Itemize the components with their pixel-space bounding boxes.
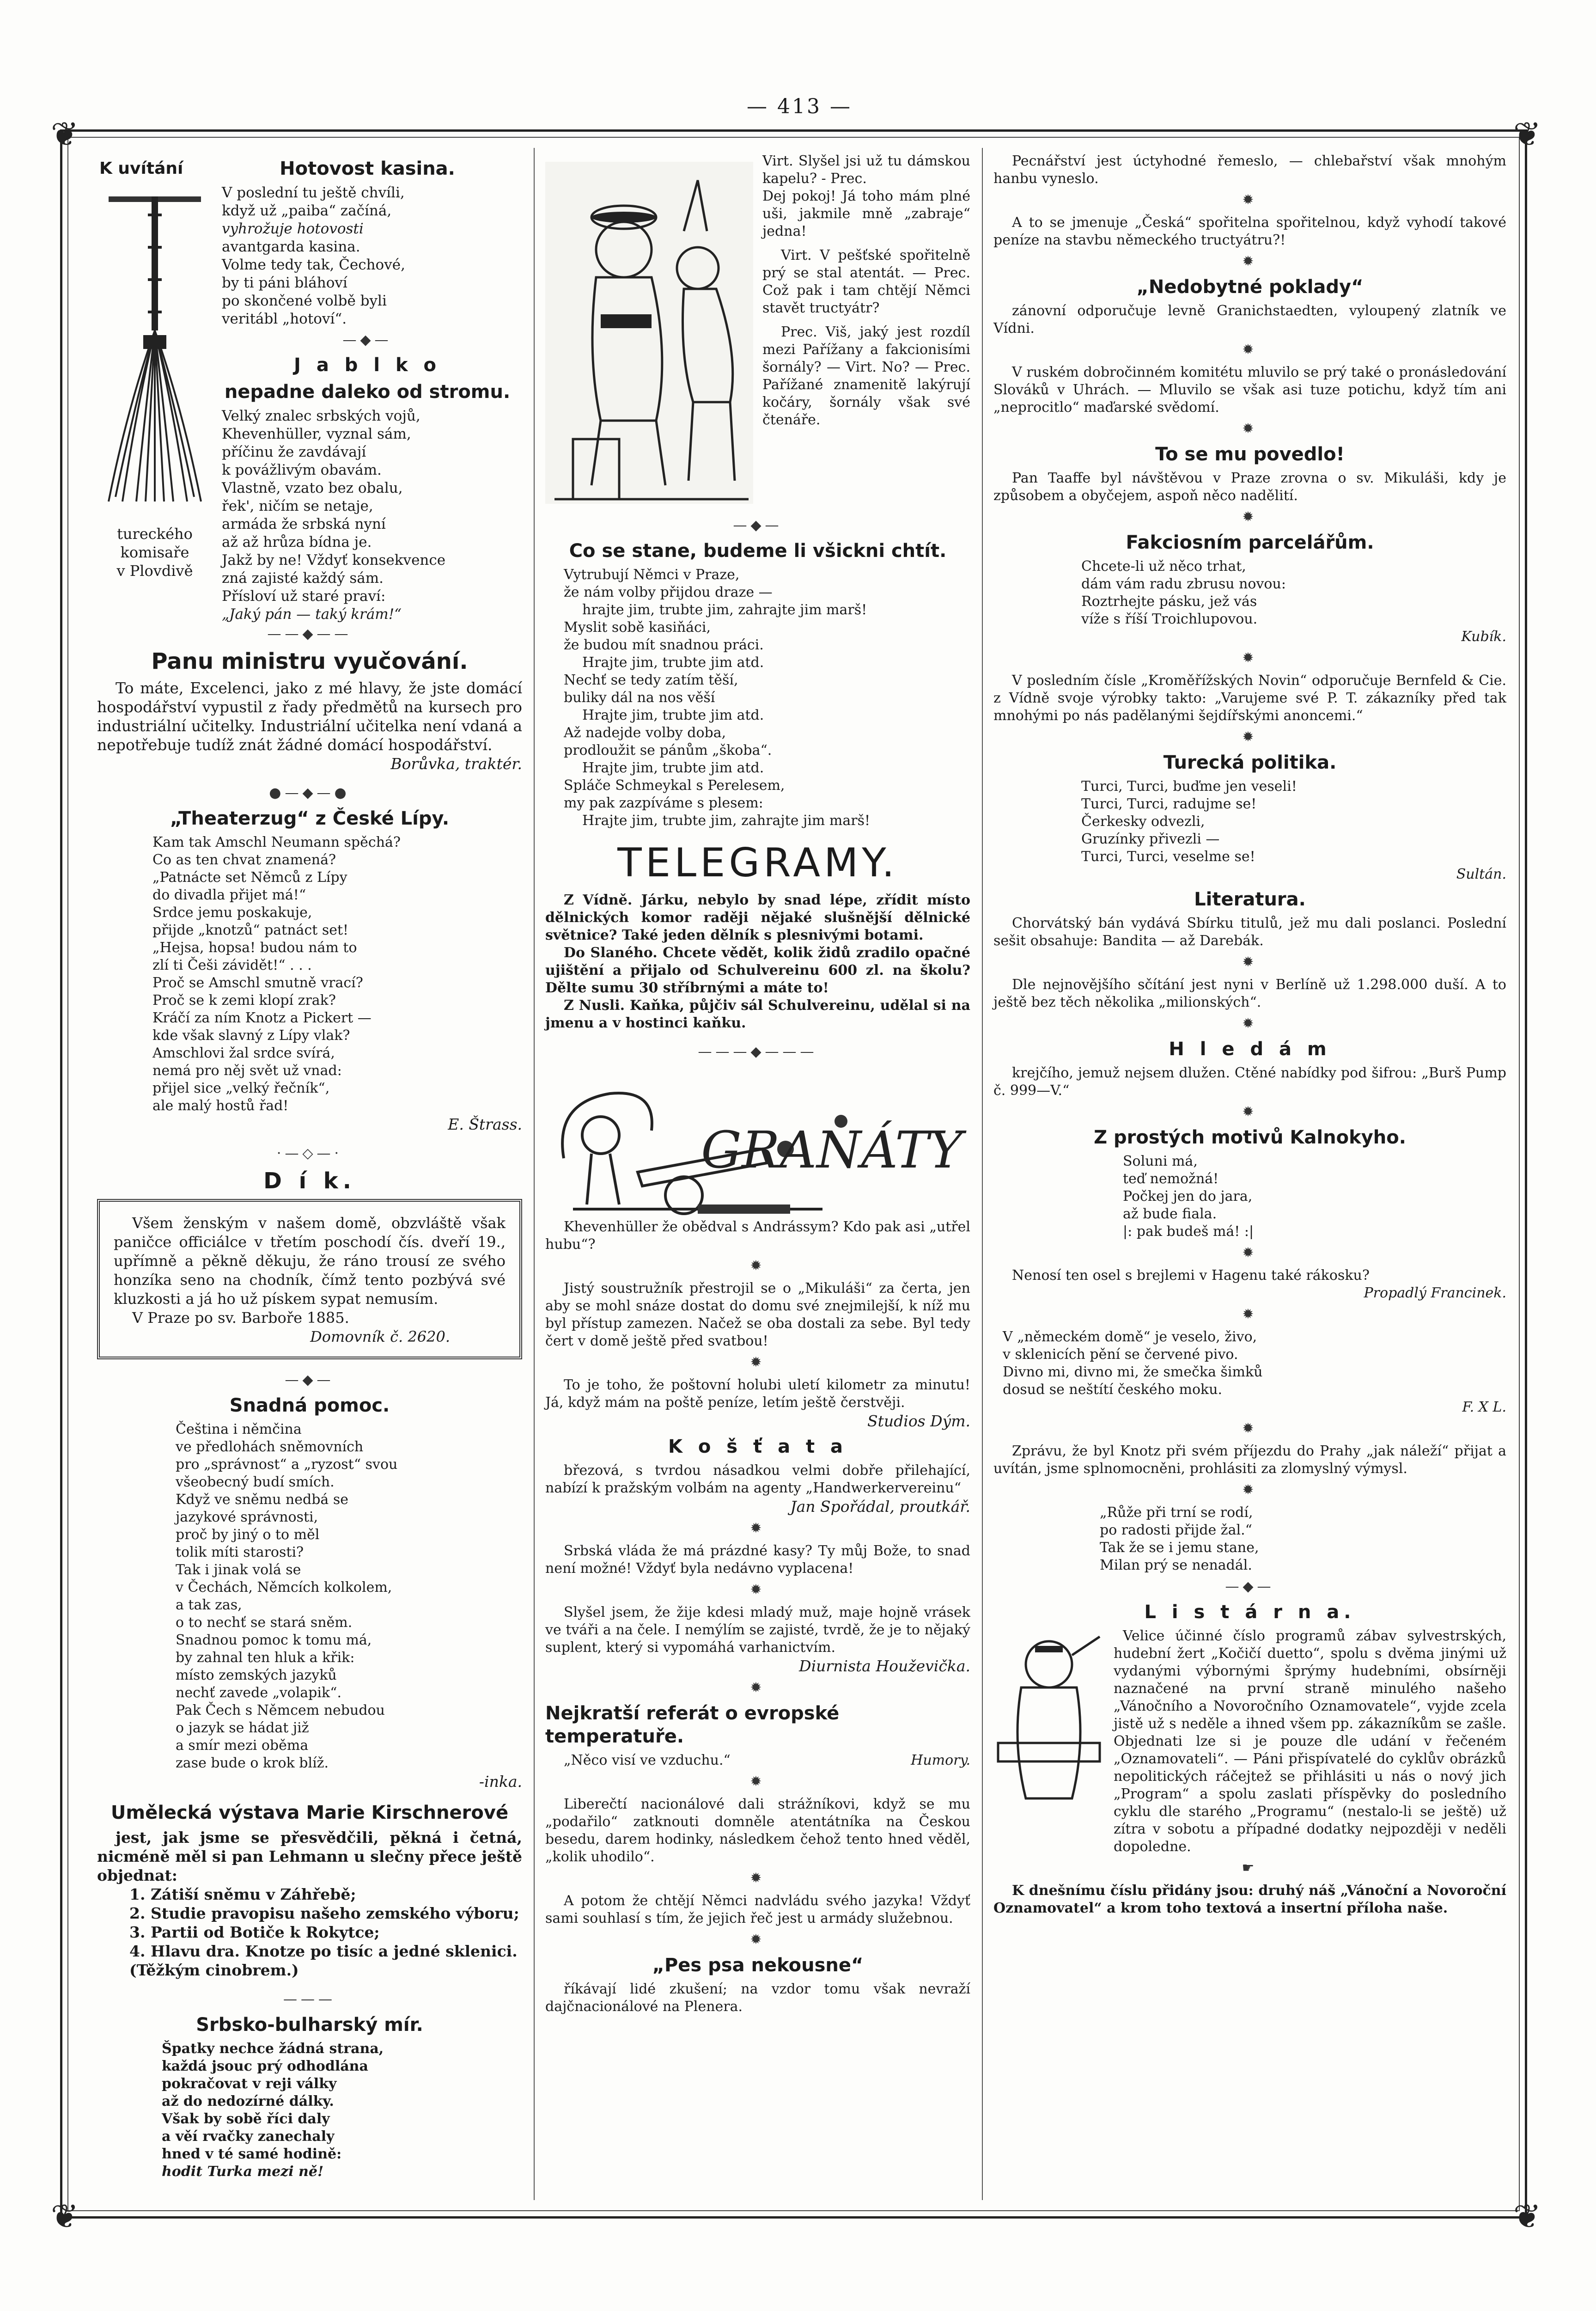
poem-line: Turci, Turci, buďme jen veseli! xyxy=(1081,778,1297,795)
poem-line: hodit Turka mezi ně! xyxy=(162,2164,324,2180)
poem-line: Khevenhüller, vyznal sám, xyxy=(222,426,411,442)
poklady-text: zánovní odporučuje levně Granichstaedten, vyloupený zlatník ve Vídni. xyxy=(993,303,1506,336)
ministr-signature: Borůvka, traktér. xyxy=(390,755,522,773)
grenade-icon: ✹ xyxy=(1242,1482,1258,1498)
hotovost-block xyxy=(213,153,522,624)
vystava-intro: jest, jak jsme se přesvědčili, pěkná i četná, nicméně měl si pan Lehmann u slečny přece ještě objednat: xyxy=(97,1828,522,1884)
poklady-text2: V ruském dobročinném komitétu mluvilo se prý také o pronásledování Slováků v Uhrách. — Mluvilo se však asi tuze potichu, když tím ani „neprocitlo“ maďarské svědomí. xyxy=(993,364,1506,416)
poem-line: všeobecný budí smích. xyxy=(176,1474,335,1490)
sidebar-label: K uvítání xyxy=(99,159,183,178)
poem-line: Nechť se tedy zatím těší, xyxy=(564,672,738,688)
poem-line: Chcete-li už něco trhat, xyxy=(1081,558,1246,575)
poem-line: Co as ten chvat znamená? xyxy=(152,852,336,868)
poem-line: nemá pro něj svět už vnad: xyxy=(152,1063,342,1079)
poem-line: zase bude o krok blíž. xyxy=(176,1755,329,1771)
poem-line: a smír mezi oběma xyxy=(176,1737,309,1754)
poem-line: Tak že se i jemu stane, xyxy=(1100,1540,1259,1556)
grenade-icon: ✹ xyxy=(1242,342,1258,358)
poem-line: kde však slavný z Lípy vlak? xyxy=(152,1027,350,1044)
theaterzug-article xyxy=(97,807,522,1134)
poem-line: Však by sobě říci daly xyxy=(162,2111,330,2127)
grenade-icon: ✹ xyxy=(750,1680,766,1696)
corner-ornament-icon: ❦ xyxy=(1513,115,1541,153)
poem-line: Volme tedy tak, Čechové, xyxy=(222,257,405,273)
poem-line: do divadla přijet má!“ xyxy=(152,887,306,903)
poem-line: Turci, Turci, veselme se! xyxy=(1081,849,1255,865)
poem-line: pro „správnost“ a „ryzost“ svou xyxy=(176,1456,398,1473)
granaty-banner-text: GRANÁTY xyxy=(701,1120,962,1180)
virt-line: Virt. Slyšel jsi už tu dámskou kapelu? - Prec. xyxy=(762,153,970,187)
telegramy-article xyxy=(545,840,970,1032)
poem-line: víže s říší Troichlupovou. xyxy=(1081,611,1258,627)
grenade-icon: ✹ xyxy=(1242,253,1258,269)
poklady-title: „Nedobytné poklady“ xyxy=(1136,276,1364,298)
column-rule xyxy=(534,148,535,2200)
virt-line: Virt. V pešťské spořitelně prý se stal atentát. — Prec. Což pak i tam chtějí Němci stavět tructyátr? xyxy=(762,247,970,316)
grenade-icon: ✹ xyxy=(1242,729,1258,745)
grenade-icon: ✹ xyxy=(1242,1420,1258,1437)
poem-line: Proč se k zemi klopí zrak? xyxy=(152,992,336,1009)
mir-title: Srbsko-bulharský mír. xyxy=(196,2014,423,2036)
poem-line: prodloužit se pánům „škoba“. xyxy=(564,742,772,758)
vystava-item: 2. Studie pravopisu našeho zemského výboru; xyxy=(129,1904,519,1922)
vystava-title: Umělecká výstava Marie Kirschnerové xyxy=(110,1802,509,1823)
poem-line: by ti páni bláhoví xyxy=(222,275,347,291)
chtit-article xyxy=(545,539,970,830)
column-3 xyxy=(993,153,1506,1917)
poem-line: Soluni má, xyxy=(1123,1153,1198,1169)
poem-line: Až nadejde volby doba, xyxy=(564,725,726,741)
poem-line: po skončené volbě byli xyxy=(222,293,387,309)
granat-para: Srbská vláda že má prázdné kasy? Ty můj Bože, to snad není možné! Vždyť byla nedávno vyplacena! xyxy=(545,1543,970,1577)
poem-line: pokračovat v reji války xyxy=(162,2076,337,2092)
virt-prec-block xyxy=(545,153,970,513)
poem-line: Hrajte jim, trubte jim atd. xyxy=(582,654,764,671)
chtit-title: Co se stane, budeme li všickni chtít. xyxy=(569,540,947,562)
poem-line: Gruzínky přivezli — xyxy=(1081,831,1220,847)
poem-line: „Patnácte set Němců z Lípy xyxy=(152,869,347,886)
jablko-subtitle: nepadne daleko od stromu. xyxy=(224,381,511,403)
nemecky-signature: F. X L. xyxy=(1462,1399,1506,1415)
grenade-icon: ✹ xyxy=(750,1582,766,1598)
poem-line: Čeština i němčina xyxy=(176,1421,302,1437)
poem-line: že budou mít snadnou práci. xyxy=(564,637,764,653)
poem-line: Velký znalec srbských vojů, xyxy=(222,408,420,424)
granat-signature: Studios Dým. xyxy=(867,1412,970,1430)
poem-line: V poslední tu ještě chvíli, xyxy=(222,184,405,201)
two-men-illustration-icon xyxy=(545,162,753,504)
poem-line: Snadnou pomoc k tomu má, xyxy=(176,1632,372,1648)
poem-line: by zahnal ten hluk a křik: xyxy=(176,1650,355,1666)
grenade-icon: ✹ xyxy=(750,1870,766,1886)
poem-line: dám vám radu zbrusu novou: xyxy=(1081,576,1286,592)
poem-line: o jazyk se hádat již xyxy=(176,1720,309,1736)
poem-line: Amschlovi žal srdce svírá, xyxy=(152,1045,335,1061)
grenade-icon: ✹ xyxy=(1242,954,1258,970)
dik-signature: Domovník č. 2620. xyxy=(310,1328,450,1345)
referat-title: Nejkratší referát o evropské temperatuře. xyxy=(545,1703,840,1747)
vystava-article xyxy=(97,1801,522,1980)
poem-line: až do nedozírné dálky. xyxy=(162,2093,334,2109)
broom-illustration-icon xyxy=(99,178,210,511)
caption-line: v Plovdivě xyxy=(116,562,193,580)
poem-line: Spláče Schmeykal s Perelesem, xyxy=(564,777,785,794)
ministr-text: To máte, Excelenci, jako z mé hlavy, že jste domácí hospodářství vypustil z řady předmětů na kursech pro industriální učitelky. Industriální učitelka není vdaná a nepotřebuje tudíž znát žádné domácí hospodářství. xyxy=(97,679,522,754)
telegram-para: Z Nusli. Kaňka, půjčiv sál Schulvereinu, udělal si na jmenu a v hostinci kaňku. xyxy=(545,997,970,1031)
poem-line: Kráčí za ním Knotz a Pickert — xyxy=(152,1010,372,1026)
granat-para: Jistý soustružník přestrojil se o „Mikuláši“ za čerta, jen aby se mohl snáze dostat do domu své znejmilejší, k níž mu byl přístup zamezen. Načež se oba dostali za sebe. Byl tedy čert v domě ještě před svatbou! xyxy=(545,1280,970,1349)
pecnar-text: Pecnářství jest úctyhodné řemeslo, — chlebařství však mnohým hanbu vyneslo. xyxy=(993,153,1506,187)
divider-ornament-icon: ·—◇—· xyxy=(276,1145,343,1162)
poem-line: Špatky nechce žádná strana, xyxy=(162,2041,384,2057)
poem-line: v sklenicích pění se červené pivo. xyxy=(1003,1346,1238,1363)
poem-line: nechť zavede „volapik“. xyxy=(176,1685,342,1701)
poem-line: Přísloví už staré praví: xyxy=(222,588,386,605)
hledam-title: H l e d á m xyxy=(1169,1039,1331,1060)
listarna-title: L i s t á r n a. xyxy=(1144,1602,1356,1623)
kostata-title: K o š ť a t a xyxy=(668,1436,848,1457)
virt-line: Prec. Viš, jaký jest rozdíl mezi Pařížany a fakcionisími šornály? — Virt. No? — Prec. Pařížané znamenitě lakýrují kočáry, šornály však své čtenáře. xyxy=(762,324,970,428)
granaty-banner xyxy=(545,1066,970,1218)
listarna-note: K dnešnímu číslu přidány jsou: druhý náš „Vánoční a Novoroční Oznamovatel“ a krom toho textová a insertní příloha naše. xyxy=(993,1883,1506,1916)
grenade-icon: ✹ xyxy=(1242,509,1258,525)
poem-line: „Jaký pán — taký krám!“ xyxy=(222,606,402,623)
literatura-text2: Dle nejnovějšího sčítání jest nyni v Berlíně už 1.298.000 duší. A to ještě bez těch několika „milionských“. xyxy=(993,977,1506,1010)
kalnoky-title: Z prostých motivů Kalnokyho. xyxy=(1094,1127,1406,1148)
vystava-item: 4. Hlavu dra. Knotze po tisíc a jedné sklenici. (Těžkým cinobrem.) xyxy=(129,1942,523,1979)
kalnoky-text: Nenosí ten osel s brejlemi v Hagenu také rákosku? xyxy=(1012,1267,1370,1284)
caption-line: komisaře xyxy=(120,544,189,561)
sidebar-caption xyxy=(99,525,210,580)
page-number: — 413 — xyxy=(747,95,852,118)
divider-ornament-icon: ——◆—— xyxy=(267,626,352,642)
poem-line: Jakž by ne! Vždyť konsekvence xyxy=(222,552,446,569)
pes-text: říkávají lidé zkušení; na vzdor tomu však nevraží dajčnacionálové na Plenera. xyxy=(545,1981,970,2015)
poem-line: buliky dál na nos věší xyxy=(564,690,715,706)
poem-line: „Hejsa, hopsa! budou nám to xyxy=(152,940,357,956)
granat-para: Slyšel jsem, že žije kdesi mladý muž, maje hojně vrásek ve tváři a na čele. I nemýlím se zajisté, tvrdě, že je to nějaký suplent, který si vypomáhá varhanictvím. xyxy=(545,1604,970,1656)
poem-line: až bude fiala. xyxy=(1123,1206,1217,1222)
poem-line: vyhrožuje hotovosti xyxy=(222,220,364,237)
poem-line: hned v té samé hodině: xyxy=(162,2146,342,2162)
poem-line: Pak Čech s Němcem nebudou xyxy=(176,1702,385,1718)
grenade-icon: ✹ xyxy=(750,1773,766,1790)
grenade-icon: ✹ xyxy=(750,1258,766,1274)
poem-line: Vytrubují Němci v Praze, xyxy=(564,567,740,583)
parcelar-signature: Kubík. xyxy=(1461,629,1506,645)
dik-date: V Praze po sv. Barboře 1885. xyxy=(132,1309,349,1327)
poem-line: Myslit sobě kasiňáci, xyxy=(564,619,711,636)
vystava-item: 1. Zátiší sněmu v Záhřebě; xyxy=(129,1885,356,1903)
corner-ornament-icon: ❦ xyxy=(50,2197,79,2236)
literatura-text: Chorvátský bán vydává Sbírku titulů, jež mu dali poslanci. Poslední sešit obsahuje: Bandita — až Darebák. xyxy=(993,915,1506,949)
poem-line: Vlastně, vzato bez obalu, xyxy=(222,480,403,496)
poem-line: a tak zas, xyxy=(176,1597,242,1613)
poem-line: „Růže při trní se rodí, xyxy=(1100,1504,1253,1521)
poem-line: Hrajte jim, trubte jim, zahrajte jim marš! xyxy=(582,813,871,829)
poem-line: |: pak budeš má! :| xyxy=(1123,1223,1254,1240)
poem-line: Hrajte jim, trubte jim atd. xyxy=(582,707,764,723)
kostata-text: březová, s tvrdou násadkou velmi dobře přilehající, nabízí k pražským volbám na agenty „Handwerkervereinu“ xyxy=(545,1462,970,1496)
snadna-title: Snadná pomoc. xyxy=(229,1395,390,1416)
poem-line: a věí rvačky zanechaly xyxy=(162,2128,335,2145)
poem-line: Čerkesky odvezli, xyxy=(1081,813,1205,830)
poem-line: až až hrůza bídna je. xyxy=(222,534,372,550)
caption-line: tureckého xyxy=(117,525,193,543)
divider-ornament-icon: —◆— xyxy=(342,332,392,348)
listarna-body xyxy=(993,1627,1506,1856)
granat-signature: Diurnista Houževička. xyxy=(799,1657,970,1675)
referat-para: Liberečtí nacionálové dali strážníkovi, když se mu „podařilo“ zatknouti domněle atentátníka na Českou besedu, darem hodinky, následkem čehož tento hned věděl, „kolik uhodilo“. xyxy=(545,1796,970,1865)
telegram-para: Z Vídně. Járku, nebylo by snad lépe, zřídit místo dělnických komor raději nějaké slušnější dělnické světnice? Také jeden dělník s plesnivými botami. xyxy=(545,892,970,943)
nemecky-text: Zprávu, že byl Knotz při svém příjezdu do Prahy „jak náleží“ přijat a uvítán, jsme splnomocněni, prohlásiti za zlomyslný výmysl. xyxy=(993,1443,1506,1477)
grenade-icon: ✹ xyxy=(1242,1015,1258,1032)
theaterzug-title: „Theaterzug“ z České Lípy. xyxy=(170,808,450,829)
ministr-title: Panu ministru vyučování. xyxy=(151,648,468,674)
grenade-icon: ✹ xyxy=(1242,1104,1258,1120)
poem-line: že nám volby přijdou draze — xyxy=(564,584,773,600)
literatura-title: Literatura. xyxy=(1194,889,1306,910)
poem-line: Když ve sněmu nedbá se xyxy=(176,1492,348,1508)
granat-para: To je toho, že poštovní holubi uletí kilometr za minutu! Já, když mám na poště peníze, letím ještě čerstvěji. xyxy=(545,1377,970,1411)
divider-ornament-icon: ——— xyxy=(283,1991,336,2007)
poem-line: V „německém domě“ je veselo, živo, xyxy=(1003,1329,1257,1345)
virt-line: Dej pokoj! Já toho mám plné uši, jakmile mně „zabraje“ jedna! xyxy=(762,188,970,239)
divider-ornament-icon: —◆— xyxy=(733,517,783,533)
turecka-title: Turecká politika. xyxy=(1163,752,1337,773)
poem-line: k povážlivým obavám. xyxy=(222,462,382,478)
poem-line: zlí ti Češi závidět!“ . . . xyxy=(152,957,312,973)
listarna-text: Velice účinné číslo programů zábav sylvestrských, hudební žert „Kočičí duetto“, spolu s dvěma jinými už vydanými výbornými šprýmy hudebními, obsírněji naznačené na první straně minulého našeho „Vánočního a Novoročního Oznamovatele“, vyjde zcela jistě už s neděle a ihned všem pp. zákazníkům se zašle. Objednati lze si je pouze dle udání v řečeném „Oznamovateli“. — Páni přispívatelé do cyklův obrázků nepolitických ráčejtež se přihlásiti u nás o nový jich „Program“ a spolu zaslati příspěvky do posledního cyklu dle starého „Programu“ (nestalo-li se ještě) už zítra v sobotu a případné dodatky nejpozději v neděli dopoledne. xyxy=(1114,1628,1506,1855)
referat-para: A potom že chtějí Němci nadvládu svého jazyka! Vždyť sami souhlasí s tím, že jejich řeč jest u armády služebnou. xyxy=(545,1893,970,1926)
grenade-icon: ✹ xyxy=(1242,421,1258,437)
referat-signature: Humory. xyxy=(911,1752,970,1768)
mir-article xyxy=(97,2013,522,2181)
poem-line: hrajte jim, trubte jim, zahrajte jim marš! xyxy=(582,602,867,618)
snadna-signature: -inka. xyxy=(479,1773,522,1791)
grenade-icon: ✹ xyxy=(750,1520,766,1536)
column-1 xyxy=(97,622,522,2191)
poem-line: Hrajte jim, trubte jim atd. xyxy=(582,760,764,776)
divider-ornament-icon: ●—◆—● xyxy=(269,785,350,801)
povedlo-text: Pan Taaffe byl návštěvou v Praze zrovna o sv. Mikuláši, kdy je způsobem a obyčejem, aspoň něco nadělití. xyxy=(993,470,1506,504)
poem-line: v Čechách, Němcích kolkolem, xyxy=(176,1579,392,1596)
poem-line: avantgarda kasina. xyxy=(222,238,360,255)
poem-line: přijde „knotzů“ patnáct set! xyxy=(152,922,349,938)
poem-line: přijel sice „velký řečník“, xyxy=(152,1080,330,1096)
jablko-title: J a b l k o xyxy=(294,355,441,376)
poem-line: my pak zazpíváme s plesem: xyxy=(564,795,763,811)
telegram-para: Do Slaného. Chcete vědět, kolik židů zradilo opačné ujištění a přijalo od Schulvereinu 600 zl. na školu? Dělte sumu 30 stříbrnými a máte to! xyxy=(545,945,970,996)
kostata-signature: Jan Spořádal, proutkář. xyxy=(790,1498,970,1516)
dik-text: Všem ženským v našem domě, obzvláště však paničce officiálce v třetím poschodí čís. dveří 19., upřímně a pěkně děkuju, že ráno trousí ze svého honzíka seno na chodník, čímž tento pozbývá své kluzkosti a já ho už pískem sypat nemusím. xyxy=(114,1214,506,1308)
poem-line: dosud se neštítí českého moku. xyxy=(1003,1382,1223,1398)
granaty-article xyxy=(545,1218,970,2016)
poem-line: Roztrhejte pásku, jež vás xyxy=(1081,593,1257,610)
dik-title: D í k. xyxy=(263,1168,356,1194)
poem-line: Divno mi, divno mi, že smečka šimků xyxy=(1003,1364,1263,1380)
grenade-icon: ✹ xyxy=(750,1354,766,1370)
poem-line: po radosti přijde žal.“ xyxy=(1100,1522,1252,1538)
poem-line: když už „paiba“ začíná, xyxy=(222,202,392,219)
hledam-text: krejčího, jemuž nejsem dlužen. Ctěné nabídky pod šifrou: „Burš Pump č. 999—V.“ xyxy=(993,1065,1506,1099)
poem-line: Tak i jinak volá se xyxy=(176,1562,301,1578)
snadna-article xyxy=(97,1394,522,1791)
parcelar-text: V posledním čísle „Kroměřížských Novin“ odporučuje Bernfeld & Cie. z Vídně svoje výrobky takto: „Varujeme své P. T. zákazníky před tak mnohými po nás padělanými šejdířskými anoncemi.“ xyxy=(993,673,1506,724)
poem-line: veritábl „hotoví“. xyxy=(222,311,347,327)
dik-box xyxy=(97,1199,522,1359)
column-rule xyxy=(982,148,983,2200)
grenade-icon: ✹ xyxy=(1242,192,1258,208)
poem-line: Kam tak Amschl Neumann spěchá? xyxy=(152,834,401,850)
column-2 xyxy=(545,153,970,2016)
grenade-icon: ✹ xyxy=(1242,650,1258,666)
pes-title: „Pes psa nekousne“ xyxy=(652,1955,864,1976)
divider-ornament-icon: —◆— xyxy=(1225,1578,1275,1595)
grenade-icon: ✹ xyxy=(1242,1245,1258,1261)
povedlo-title: To se mu povedlo! xyxy=(1155,444,1345,465)
sidebar-welcome xyxy=(99,159,210,580)
poem-line: zná zajisté každý sám. xyxy=(222,570,384,587)
poem-line: tolik míti starosti? xyxy=(176,1544,304,1560)
kalnoky-signature: Propadlý Francinek. xyxy=(1364,1285,1506,1301)
telegramy-title: TELEGRAMY. xyxy=(617,840,898,886)
writer-illustration-icon xyxy=(993,1627,1104,1803)
vystava-item: 3. Partii od Botiče k Rokytce; xyxy=(129,1923,380,1941)
poem-line: Počkej jen do jara, xyxy=(1123,1188,1253,1204)
referat-quote: „Něco visí ve vzduchu.“ xyxy=(564,1752,731,1768)
cannon-banner-illustration-icon xyxy=(545,1066,970,1218)
poem-line: jazykové správnosti, xyxy=(176,1509,318,1525)
ministr-article xyxy=(97,648,522,773)
poem-line: řek', ničím se netaje, xyxy=(222,498,373,514)
poem-line: Milan prý se nenadál. xyxy=(1100,1557,1252,1573)
corner-ornament-icon: ❦ xyxy=(1513,2197,1541,2236)
poem-line: Proč se Amschl smutně vrací? xyxy=(152,975,363,991)
grenade-icon: ✹ xyxy=(1242,1306,1258,1322)
poem-line: teď nemožná! xyxy=(1123,1171,1219,1187)
granat-para: Khevenhüller že obědval s Andrássym? Kdo pak asi „utřel hubu“? xyxy=(545,1219,970,1253)
poem-line: ve předlohách sněmovních xyxy=(176,1439,364,1455)
corner-ornament-icon: ❦ xyxy=(50,115,79,153)
poem-line: o to nechť se stará sněm. xyxy=(176,1614,353,1631)
divider-ornament-icon: —◆— xyxy=(285,1372,335,1388)
poem-line: každá jsouc prý odhodlána xyxy=(162,2058,368,2074)
poem-line: Srdce jemu poskakuje, xyxy=(152,905,312,921)
poem-line: Turci, Turci, radujme se! xyxy=(1081,796,1257,812)
poem-line: místo zemských jazyků xyxy=(176,1667,337,1683)
parcelar-title: Fakciosním parcelářům. xyxy=(1126,532,1374,553)
turecka-signature: Sultán. xyxy=(1456,866,1506,882)
pecnar-text2: A to se jmenuje „Česká“ spořitelna spořitelnou, když vyhodí takové peníze na stavbu německého tructyátru?! xyxy=(993,214,1506,248)
hotovost-title: Hotovost kasina. xyxy=(280,158,455,179)
poem-line: proč by jiný o to měl xyxy=(176,1527,320,1543)
poem-line: ale malý hostů řad! xyxy=(152,1098,289,1114)
poem-line: příčinu že zavdávají xyxy=(222,444,366,460)
grenade-icon: ✹ xyxy=(750,1932,766,1948)
divider-ornament-icon: ———◆——— xyxy=(698,1044,818,1060)
theaterzug-signature: E. Štrass. xyxy=(448,1115,522,1133)
pointing-hand-icon: ☛ xyxy=(1242,1860,1258,1876)
poem-line: armáda že srbská nyní xyxy=(222,516,386,532)
